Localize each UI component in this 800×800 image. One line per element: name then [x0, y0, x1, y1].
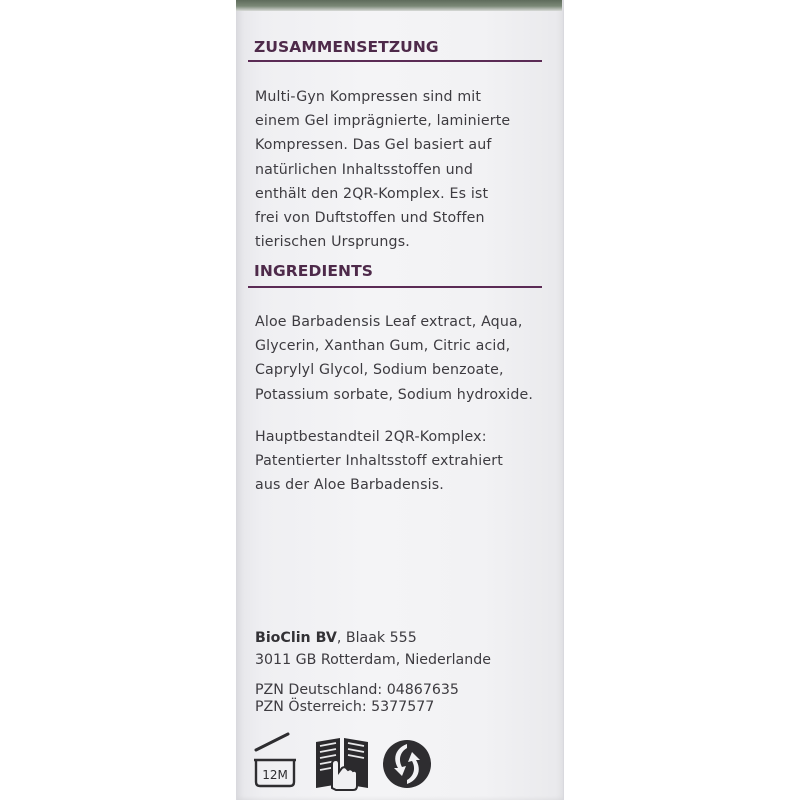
- text-line: enthält den 2QR-Komplex. Es ist: [255, 185, 489, 202]
- company-city: 3011 GB Rotterdam, Niederlande: [255, 652, 491, 668]
- ingredients-text: [255, 310, 555, 407]
- text-line: natürlichen Inhaltsstoffen und: [255, 161, 474, 178]
- text-line: Caprylyl Glycol, Sodium benzoate,: [255, 362, 504, 379]
- green-dot-recycling-icon: [380, 730, 436, 792]
- period-after-opening-label: 12M: [262, 768, 288, 782]
- open-jar-12m-icon: [250, 730, 302, 792]
- pzn-austria: PZN Österreich: 5377577: [255, 699, 435, 715]
- text-line: tierischen Ursprungs.: [255, 234, 410, 251]
- company-line: [255, 628, 417, 648]
- package-top-edge: [236, 0, 562, 11]
- text-line: Hauptbestandteil 2QR-Komplex:: [255, 429, 487, 445]
- section-divider: [248, 286, 542, 288]
- company-name: BioClin BV: [255, 630, 337, 646]
- text-line: Patentierter Inhaltsstoff extrahiert: [255, 453, 503, 470]
- text-line: aus der Aloe Barbadensis.: [255, 477, 444, 494]
- read-instructions-icon: [312, 730, 372, 792]
- text-line: Kompressen. Das Gel basiert auf: [255, 137, 492, 154]
- text-line: einem Gel imprägnierte, laminierte: [255, 113, 511, 130]
- composition-text: [255, 85, 555, 254]
- section-divider: [248, 60, 542, 62]
- text-line: Multi-Gyn Kompressen sind mit: [255, 89, 482, 105]
- pzn-germany: PZN Deutschland: 04867635: [255, 682, 459, 698]
- main-ingredient-note: [255, 425, 555, 498]
- text-line: Glycerin, Xanthan Gum, Citric acid,: [255, 338, 511, 355]
- text-line: Aloe Barbadensis Leaf extract, Aqua,: [255, 314, 523, 330]
- company-street: , Blaak 555: [336, 630, 417, 646]
- section-title-composition: ZUSAMMENSETZUNG: [254, 38, 439, 56]
- text-line: Potassium sorbate, Sodium hydroxide.: [255, 386, 534, 403]
- text-line: frei von Duftstoffen und Stoffen: [255, 210, 485, 227]
- section-title-ingredients: INGREDIENTS: [254, 262, 374, 280]
